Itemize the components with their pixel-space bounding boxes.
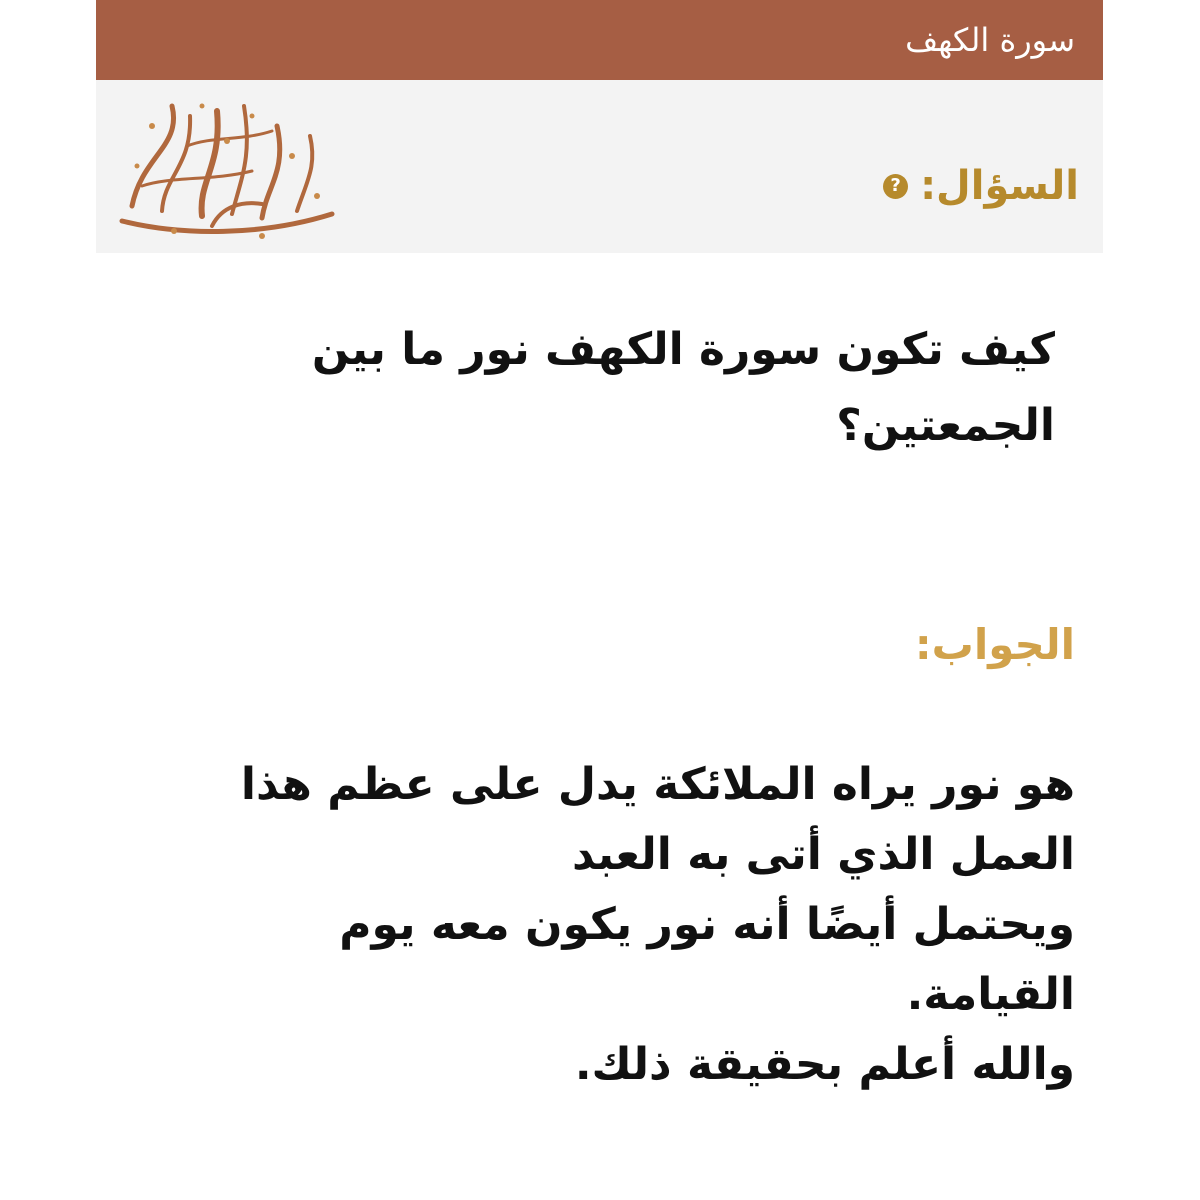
answer-line: والله أعلم بحقيقة ذلك. [574, 1039, 1075, 1090]
answer-line: هو نور يراه الملائكة يدل على عظم هذا [240, 759, 1075, 810]
question-text: كيف تكون سورة الكهف نور ما بين الجمعتين؟ [311, 324, 1055, 451]
question-label: السؤال: [920, 163, 1079, 209]
answer-line: العمل الذي أتى به العبد [572, 829, 1075, 880]
question-band [96, 80, 1103, 253]
answer-line: ويحتمل أيضًا أنه نور يكون معه يوم [339, 899, 1075, 950]
answer-label: الجواب: [914, 620, 1075, 669]
question-heading [883, 163, 1079, 209]
surah-title: سورة الكهف [905, 21, 1075, 59]
answer-text [115, 750, 1075, 1100]
question-circle-icon: ? [883, 174, 908, 199]
calligraphy-logo-icon [102, 86, 342, 246]
answer-line: القيامة. [906, 969, 1075, 1020]
header-bar [96, 0, 1103, 80]
